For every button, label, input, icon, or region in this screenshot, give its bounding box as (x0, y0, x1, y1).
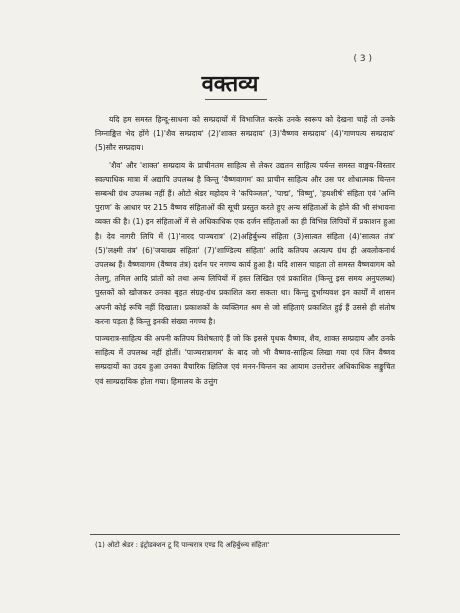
title-underline (205, 99, 267, 100)
page-number: ( 3 ) (353, 54, 372, 64)
body-text (95, 113, 395, 389)
footnote: (1) ओटो श्रेडर : इंट्रोडक्शन टू दि पान्चरात्र एण्ड दि अहिर्बुध्न्य संहिता' (95, 541, 270, 549)
paragraph-3: पाञ्चरात्र-साहित्य की अपनी कतिपय विशेषताएं हैं जो कि इससे पृथक वैष्णव, शैव, शाक्त सम्प्रदाय और उनके साहित्य में उपलब्ध नहीं होतीं। 'पाञ्चरात्रागम' के बाद जो भी वैष्णव-साहित्य लिखा गया एवं जिन वैष्णव सम्प्रदायों का उदय हुआ उनका वैचारिक क्षितिज एवं मनन-चिन्तन का आयाम उत्तरोत्तर अधिकाधिक सङ्कुचित एवं साम्प्रदायिक होता गया। हिमालय के उत्तुंग (95, 334, 395, 386)
page-title: वक्तव्य (201, 72, 259, 97)
paragraph-2: 'शैव' और 'शाक्त' सम्प्रदाय के प्राचीनतम साहित्य से लेकर उद्यतन साहित्य पर्यन्त समस्त वाङ्मय-विस्तार स्वल्पाधिक मात्रा में अद्यापि उपलब्ध है किन्तु 'वैष्णवागम' का प्राचीन साहित्य और उस पर शोधात्मक चिन्तन सम्बन्धी ग्रंथ उपलब्ध नहीं हैं। ओटो श्रेडर महोदय ने 'कपिञ्जल', 'पाद्म', 'विष्णु', 'हयशीर्ष' संहिता एवं 'अग्नि पुराण' के आधार पर 215 वैष्णव संहिताओं की सूची प्रस्तुत करते हुए अन्य संहिताओं के होने की भी संभावना व्यक्त की है। (1) इन संहिताओं में से अधिकाधिक एक दर्जन संहिताओं का ही विभिन्न लिपियों में प्रकाशन हुआ है। देव नागरी लिपि में (1)'नारद पाञ्चरात्र' (2)अहिर्बुध्न्य संहिता (3)सात्वत संहिता (4)'सात्वत तंत्र' (5)'लक्ष्मी तंत्र' (6)'जयाख्य संहिता' (7)'शाण्डिल्य संहिता' आदि कतिपय अत्यल्प ग्रंथ ही अवलोकनार्थ उपलब्ध हैं। वैष्णवागम (वैष्णव तंत्र) दर्शन पर नगण्य कार्य हुआ है। यदि शासन चाहता तो समस्त वैष्णवागम को तेलगु, तमिल आदि प्रांतों को तथा अन्य लिपियों में हस्त लिखित एवं प्रकाशित (किन्तु इस समय अनुपलब्ध) पुस्तकों को खोजकर उनका बृहत संग्रह-ग्रंथ प्रकाशित करा सकता था। किन्तु दुर्भाग्यवश इन कार्यों में शासन अपनी कोई रूचि नहीं दिखाता। प्रकाशकों के व्यक्तिगत श्रम से जो संहिताएं प्रकाशित हुई हैं उससे ही संतोष करना पड़ता है किन्तु इनकी संख्या नगण्य है। (95, 160, 395, 326)
footnote-divider (90, 534, 400, 535)
paragraph-1: यदि हम समस्त हिन्दू-साधना को सम्प्रदायों में विभाजित करके उनके स्वरूप को देखना चाहें तो उनके निम्नाङ्कित भेद होंगे (1)'शैव सम्प्रदाय' (2)'शाक्त सम्प्रदाय' (3)'वैष्णव सम्प्रदाय' (4)'गाणपत्य सम्प्रदाय' (5)सौर सम्प्रदाय। (95, 115, 395, 153)
